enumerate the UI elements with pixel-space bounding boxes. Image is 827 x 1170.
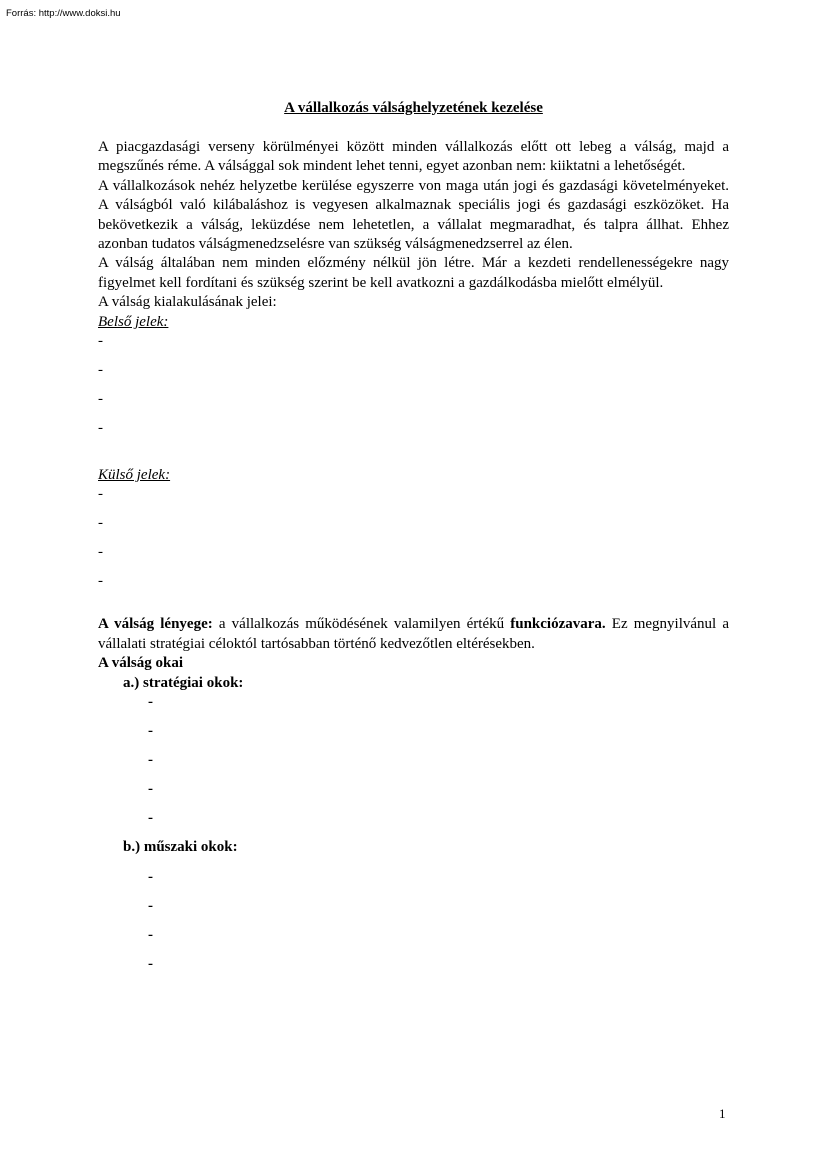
source-url: Forrás: http://www.doksi.hu [6,8,121,19]
lenyege-text-2: Ez megnyilvánul a vállalati stratégiai céloktól tartósabban történő kedvezőtlen eltérésekben. [98,616,729,652]
belso-item: - [98,391,103,408]
belso-item: - [98,420,103,437]
okai-a-item: - [148,723,153,740]
okai-b-label: b.) műszaki okok: [123,839,238,856]
document-body [98,138,729,984]
page-number: 1 [719,1106,726,1121]
belso-item: - [98,333,103,350]
lenyege-bold: funkciózavara. [510,616,606,633]
lenyege-text-1: a vállalkozás működésének valamilyen értékű [212,616,511,633]
paragraph-4: A válság kialakulásának jelei: [98,294,277,311]
okai-a-item: - [148,752,153,769]
okai-a-item: - [148,810,153,827]
kulso-item: - [98,573,103,590]
page-title: A vállalkozás válsághelyzetének kezelése [284,100,543,116]
okai-b-item: - [148,868,153,885]
okai-heading: A válság okai [98,655,184,672]
paragraph-1: A piacgazdasági verseny körülményei között minden vállalkozás előtt ott lebeg a válság, majd a megszűnés réme. A válsággal sok mindent lehet tenni, egyet azonban nem: kiiktatni a lehetőségét. [98,139,729,175]
kulso-item: - [98,515,103,532]
okai-a-item: - [148,781,153,798]
lenyege-label: A válság lényege: [98,616,213,633]
kulso-item: - [98,544,103,561]
okai-b-item: - [148,955,153,972]
okai-a-label: a.) stratégiai okok: [123,674,244,691]
belso-jelek-heading: Belső jelek: [98,313,169,330]
kulso-item: - [98,486,103,503]
belso-item: - [98,362,103,379]
lenyege-paragraph [98,615,729,654]
paragraph-2: A vállalkozások nehéz helyzetbe kerülése egyszerre von maga után jogi és gazdasági követelményeket. A válságból való kilábaláshoz is vegyesen alkalmaznak speciális jogi és gazdasági eszközöket. Ha bekövetkezik a válság, leküzdése nem lehetetlen, a vállalat megmaradhat, és talpra állhat. Ehhez azonban tudatos válságmenedzselésre van szükség válságmenedzserrel az élen. [98,177,729,253]
paragraph-3: A válság általában nem minden előzmény nélkül jön létre. Már a kezdeti rendellenességekre nagy figyelmet kell fordítani és szükség szerint be kell avatkozni a gazdálkodásba mielőtt elmélyül. [98,255,729,291]
okai-b-item: - [148,897,153,914]
kulso-jelek-heading: Külső jelek: [98,467,171,484]
okai-b-item: - [148,926,153,943]
okai-a-item: - [148,694,153,711]
